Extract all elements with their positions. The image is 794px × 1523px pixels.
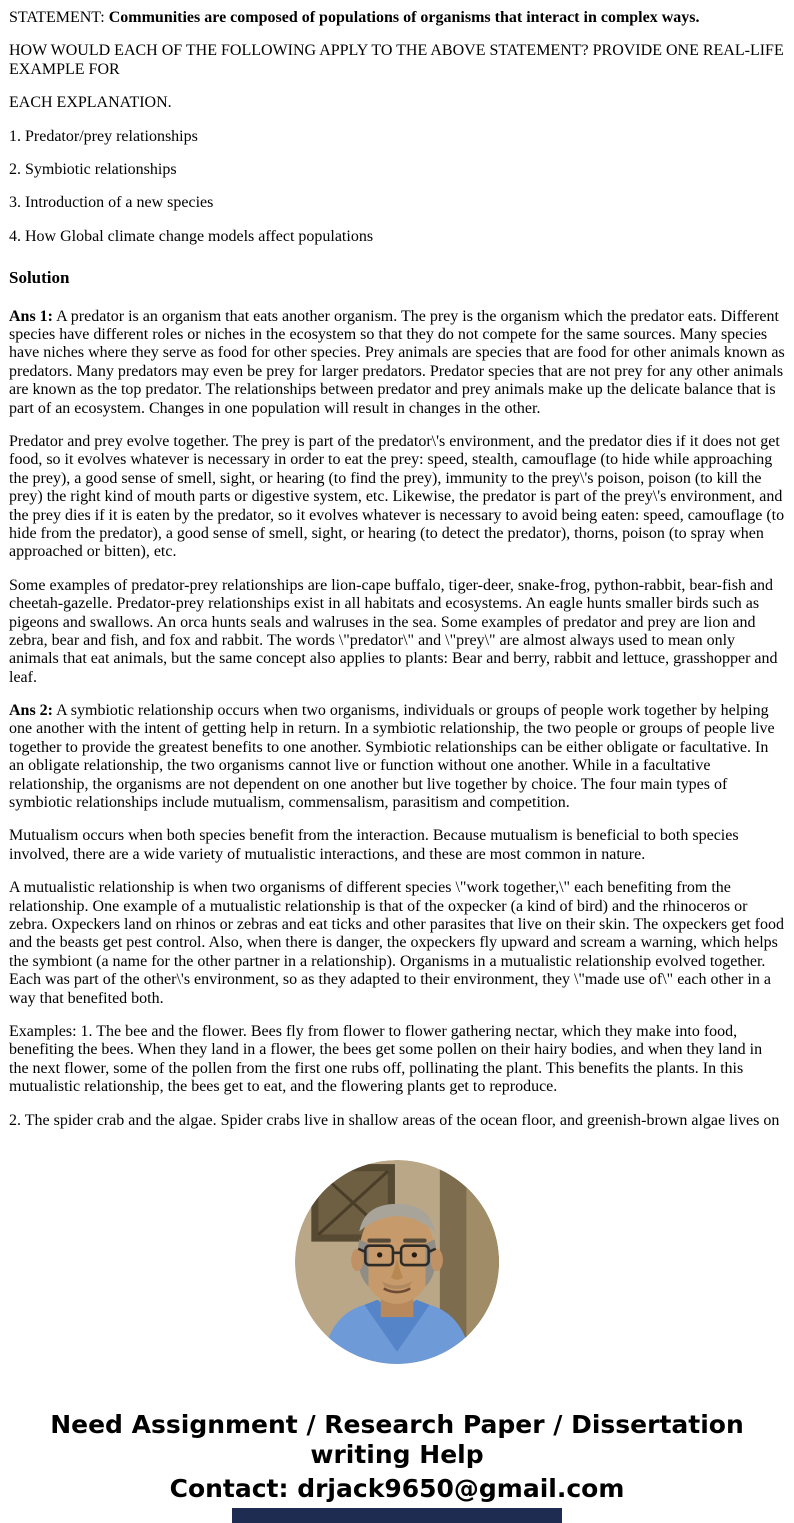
profile-photo [295,1160,499,1364]
answer-2-paragraph [9,702,785,812]
question-intro-2: EACH EXPLANATION. [9,94,172,112]
question-intro: HOW WOULD EACH OF THE FOLLOWING APPLY TO THE ABOVE STATEMENT? PROVIDE ONE REAL-LIFE EXAMPLE FOR [9,42,784,78]
answer-1-label: Ans 1: [9,307,54,325]
footer [0,1410,794,1504]
statement-text: Communities are composed of populations of organisms that interact in complex ways. [108,9,700,26]
solution-heading: Solution [9,268,70,288]
statement-line [9,9,785,27]
footer-cta-text: Need Assignment / Research Paper / Dissertation writing Help [50,1409,744,1469]
answer-1-text: A predator is an organism that eats another organism. The prey is the organism which the predator eats. Different species have different roles or niches in the ecosystem so that they do not compete for the same sources. Many species have niches where they serve as food for other species. Prey animals are species that are food for other animals known as predators. Many predators may even be prey for larger predators. Predator species that are not prey for any other animals are known as the top predator. The relationships between predator and prey animals make up the delicate balance that is part of an ecosystem. Changes in one population will result in changes in the other. [9,307,785,417]
paragraph-bee-flower-example: Examples: 1. The bee and the flower. Bees fly from flower to flower gathering nectar, which they make into food, benefiting the bees. When they land in a flower, the bees get some pollen on their hairy bodies, and when they land in the next flower, some of the pollen from the first one rubs off, pollinating the plant. This benefits the plants. In this mutualistic relationship, the bees get to eat, and the flowering plants get to reproduce. [9,1022,763,1096]
question-item-2: 2. Symbiotic relationships [9,160,177,178]
statement-label: STATEMENT: [9,9,109,26]
answer-2-text: A symbiotic relationship occurs when two organisms, individuals or groups of people work together by helping one another with the intent of getting help in return. In a symbiotic relationship, the two people or groups of people live together to provide the greatest benefits to one another. Symbiotic relationships can be either obligate or facultative. In an obligate relationship, the two organisms cannot live or function without one another. While in a facultative relationship, the organisms are not dependent on one another but live together by choice. The four main types of symbiotic relationships include mutualism, commensalism, parasitism and competition. [9,702,775,812]
paragraph-predator-evolution: Predator and prey evolve together. The prey is part of the predator\'s environment, and the predator dies if it does not get food, so it evolves whatever is necessary in order to eat the prey: speed, stealth, camouflage (to hide while approaching the prey), a good sense of smell, sight, or hearing (to find the prey), immunity to the prey\'s poison, poison (to kill the prey) the right kind of mouth parts or digestive system, etc. Likewise, the predator is part of the prey\'s environment, and the prey dies if it is eaten by the predator, so it evolves whatever is necessary to avoid being eaten: speed, camouflage (to hide from the predator), a good sense of smell, sight, or hearing (to detect the predator), thorns, poison (to spray when approached or bitten), etc. [9,433,785,561]
paragraph-predator-examples: Some examples of predator-prey relationships are lion-cape buffalo, tiger-deer, snake-frog, python-rabbit, bear-fish and cheetah-gazelle. Predator-prey relationships exist in all habitats and ecosystems. An eagle hunts smaller birds such as pigeons and swallows. An orca hunts seals and walruses in the sea. Some examples of predator and prey are lion and zebra, bear and fish, and fox and rabbit. The words \"predator\" and \"prey\" are almost always used to mean only animals that eat animals, but the same concept also applies to plants: Bear and berry, rabbit and lettuce, grasshopper and leaf. [9,576,778,686]
paragraph-spider-crab-example: 2. The spider crab and the algae. Spider crabs live in shallow areas of the ocean floor, and greenish-brown algae lives on [9,1111,780,1129]
question-item-4: 4. How Global climate change models affect populations [9,227,374,245]
paragraph-mutualism: Mutualism occurs when both species benefit from the interaction. Because mutualism is beneficial to both species involved, there are a wide variety of mutualistic interactions, and these are most common in nature. [9,827,739,863]
question-item-1: 1. Predator/prey relationships [9,127,198,145]
paragraph-mutualistic-relationship: A mutualistic relationship is when two organisms of different species \"work together,\" each benefiting from the relationship. One example of a mutualistic relationship is that of the oxpecker (a kind of bird) and the rhinoceros or zebra. Oxpeckers land on rhinos or zebras and eat ticks and other parasites that live on their skin. The oxpeckers get food and the beasts get pest control. Also, when there is danger, the oxpeckers fly upward and scream a warning, which helps the symbiont (a name for the other partner in a relationship). Organisms in a mutualistic relationship evolved together. Each was part of the other\'s environment, so as they adapted to their environment, they \"made use of\" each other in a way that benefited both. [9,879,784,1007]
question-item-3: 3. Introduction of a new species [9,194,214,212]
answer-2-label: Ans 2: [9,702,54,720]
bottom-bar [232,1508,562,1523]
profile-photo-container [0,1160,794,1364]
footer-contact-email: Contact: drjack9650@gmail.com [169,1473,625,1503]
answer-1-paragraph [9,308,785,418]
